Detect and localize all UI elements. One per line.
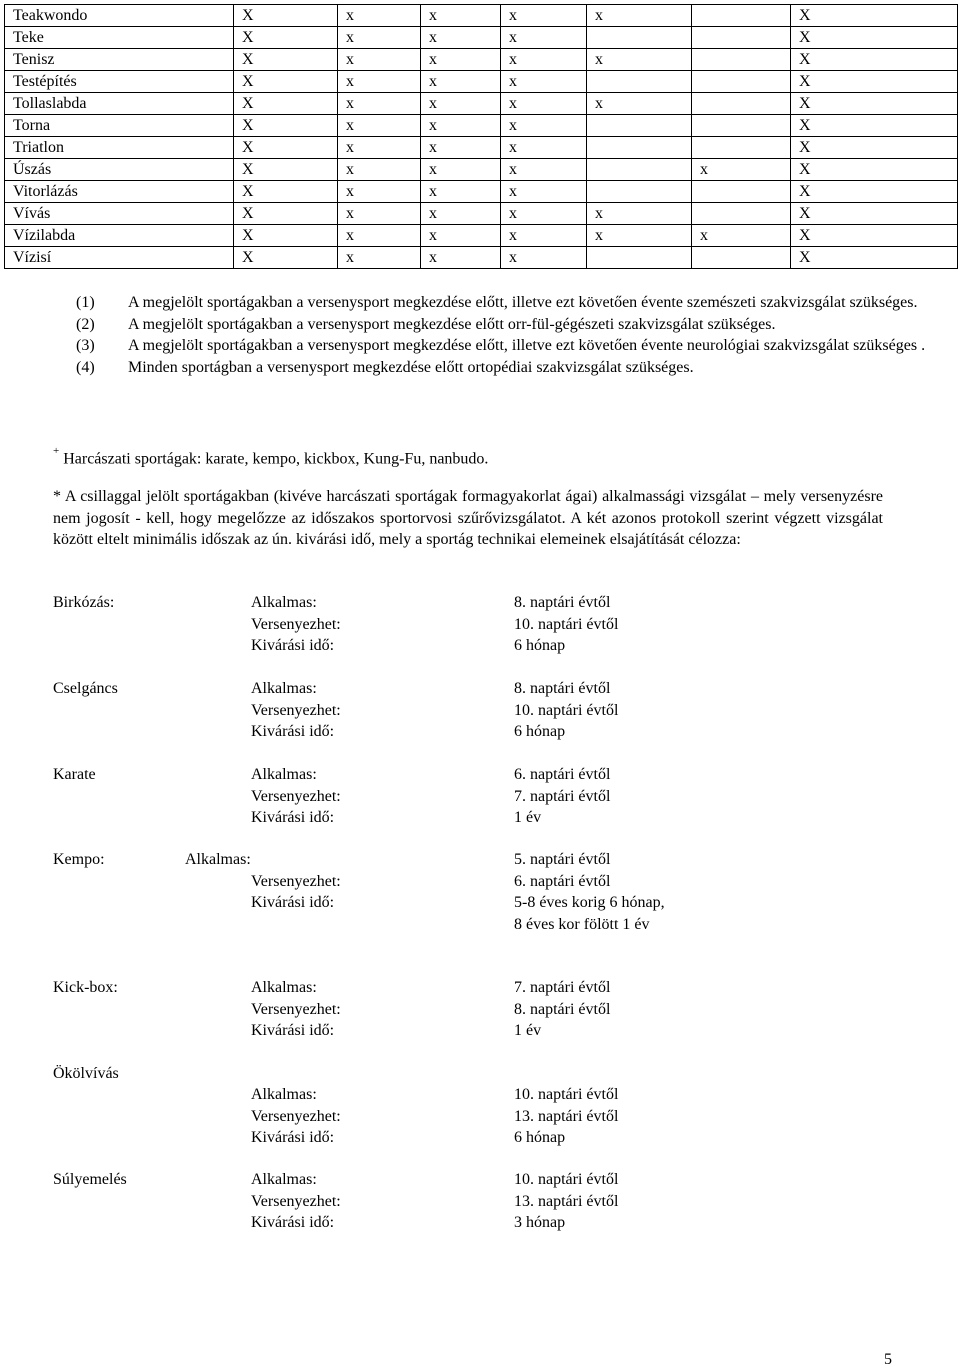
mark-cell xyxy=(587,27,692,49)
schedule-label: Versenyezhet: xyxy=(251,1000,341,1018)
table-row xyxy=(5,181,958,203)
mark-cell: X xyxy=(234,137,338,159)
mark-cell xyxy=(587,137,692,159)
schedule-label: Versenyezhet: xyxy=(251,872,341,890)
mark-cell: X xyxy=(234,71,338,93)
sport-name-cell: Vívás xyxy=(5,203,234,225)
mark-cell: x xyxy=(501,5,587,27)
schedule-sport-name: Kick-box: xyxy=(53,979,118,996)
schedule-value: 6 hónap xyxy=(514,1129,566,1146)
schedule-value: 5. naptári évtől xyxy=(514,851,611,868)
mark-cell: x xyxy=(692,159,791,181)
mark-cell: X xyxy=(791,225,958,247)
mark-cell: x xyxy=(501,225,587,247)
mark-cell: x xyxy=(501,71,587,93)
mark-cell xyxy=(692,93,791,115)
mark-cell: x xyxy=(587,5,692,27)
mark-cell xyxy=(692,181,791,203)
schedule-sport-name: Cselgáncs xyxy=(53,680,118,697)
sport-name-cell: Triatlon xyxy=(5,137,234,159)
mark-cell: x xyxy=(421,181,501,203)
schedule-label: Versenyezhet: xyxy=(251,615,341,633)
table-row xyxy=(5,93,958,115)
schedule-label: Versenyezhet: xyxy=(251,701,341,719)
schedule-label: Versenyezhet: xyxy=(251,787,341,805)
sports-requirements-table xyxy=(4,4,958,269)
martial-arts-text: Harcászati sportágak: karate, kempo, kickbox, Kung-Fu, nanbudo. xyxy=(63,450,489,468)
schedule-value: 6. naptári évtől xyxy=(514,872,611,890)
mark-cell xyxy=(692,5,791,27)
mark-cell: X xyxy=(234,159,338,181)
schedule-value: 7. naptári évtől xyxy=(514,979,611,996)
schedule-sport-name: Kempo: xyxy=(53,851,105,868)
mark-cell xyxy=(692,71,791,93)
footnote-number: (3) xyxy=(76,337,95,354)
mark-cell: X xyxy=(234,247,338,269)
mark-cell: x xyxy=(338,71,421,93)
schedule-label: Alkalmas: xyxy=(251,1171,317,1188)
footnote-text: Minden sportágban a versenysport megkezdése előtt ortopédiai szakvizsgálat szükséges. xyxy=(128,358,694,376)
mark-cell: x xyxy=(421,49,501,71)
mark-cell: x xyxy=(501,93,587,115)
schedule-value: 8 éves kor fölött 1 év xyxy=(514,915,650,933)
mark-cell: x xyxy=(338,137,421,159)
sport-name-cell: Testépítés xyxy=(5,71,234,93)
page-number: 5 xyxy=(884,1351,892,1368)
sport-name-cell: Tollaslabda xyxy=(5,93,234,115)
table-row xyxy=(5,247,958,269)
mark-cell: x xyxy=(338,247,421,269)
mark-cell: x xyxy=(421,159,501,181)
mark-cell: X xyxy=(234,5,338,27)
mark-cell xyxy=(587,247,692,269)
mark-cell: x xyxy=(587,203,692,225)
footnote-4 xyxy=(76,357,936,379)
table-row xyxy=(5,27,958,49)
schedule-label: Kivárási idő: xyxy=(251,1022,335,1039)
schedule-value: 13. naptári évtől xyxy=(514,1107,619,1125)
schedule-value: 7. naptári évtől xyxy=(514,787,611,805)
mark-cell: X xyxy=(791,93,958,115)
schedule-value: 1 év xyxy=(514,1022,542,1039)
mark-cell: x xyxy=(338,181,421,203)
table-row xyxy=(5,5,958,27)
mark-cell: x xyxy=(338,93,421,115)
mark-cell xyxy=(692,137,791,159)
mark-cell: X xyxy=(234,49,338,71)
mark-cell: X xyxy=(791,49,958,71)
mark-cell: x xyxy=(501,49,587,71)
sport-name-cell: Úszás xyxy=(5,159,234,181)
mark-cell: x xyxy=(501,247,587,269)
mark-cell: x xyxy=(338,225,421,247)
sport-name-cell: Vízisí xyxy=(5,247,234,269)
schedule-label: Alkalmas: xyxy=(251,766,317,783)
schedule-value: 10. naptári évtől xyxy=(514,701,619,719)
schedule-value: 8. naptári évtől xyxy=(514,1000,611,1018)
mark-cell xyxy=(692,115,791,137)
schedule-value: 6 hónap xyxy=(514,723,566,740)
footnote-2 xyxy=(76,314,936,336)
schedule-label: Kivárási idő: xyxy=(251,1129,335,1146)
mark-cell xyxy=(587,159,692,181)
sport-name-cell: Tenisz xyxy=(5,49,234,71)
schedule-value: 8. naptári évtől xyxy=(514,680,611,697)
table-row xyxy=(5,203,958,225)
mark-cell: X xyxy=(791,27,958,49)
footnote-1 xyxy=(76,292,936,314)
schedule-sport-name: Súlyemelés xyxy=(53,1171,127,1188)
footnote-number: (4) xyxy=(76,358,95,376)
sport-name-cell: Teakwondo xyxy=(5,5,234,27)
footnote-3 xyxy=(76,335,936,357)
table-row xyxy=(5,159,958,181)
schedule-value: 8. naptári évtől xyxy=(514,594,611,611)
mark-cell: x xyxy=(338,49,421,71)
schedule-label: Kivárási idő: xyxy=(251,894,335,911)
mark-cell: x xyxy=(421,247,501,269)
mark-cell: x xyxy=(501,159,587,181)
martial-arts-note xyxy=(53,443,488,470)
sport-name-cell: Torna xyxy=(5,115,234,137)
mark-cell: X xyxy=(234,93,338,115)
mark-cell: x xyxy=(421,71,501,93)
schedule-label: Kivárási idő: xyxy=(251,1214,335,1231)
schedule-label: Alkalmas: xyxy=(251,680,317,697)
schedule-sport-name: Karate xyxy=(53,766,96,783)
mark-cell: x xyxy=(338,115,421,137)
mark-cell: X xyxy=(234,27,338,49)
schedule-value: 10. naptári évtől xyxy=(514,615,619,633)
sport-name-cell: Teke xyxy=(5,27,234,49)
schedule-sport-name: Birkózás: xyxy=(53,594,115,611)
mark-cell: x xyxy=(338,159,421,181)
mark-cell: X xyxy=(791,115,958,137)
asterisk-note: * A csillaggal jelölt sportágakban (kivéve harcászati sportágak formagyakorlat ágai) alkalmassági vizsgálat – mely versenyzésre nem jogosít - kell, hogy megelőzze az időszakos sportorvosi szűrővizsgálatot. A két azonos protokoll szerint végzett vizsgálat között eltelt minimális időszak az ún. kivárási idő, mely a sportág technikai elemeinek elsajátítását célozza: xyxy=(53,488,883,548)
mark-cell: X xyxy=(234,225,338,247)
schedule-value: 10. naptári évtől xyxy=(514,1086,619,1103)
schedule-value: 5-8 éves korig 6 hónap, xyxy=(514,894,665,911)
schedule-value: 6 hónap xyxy=(514,637,566,654)
schedule-value: 3 hónap xyxy=(514,1214,566,1231)
footnote-text: A megjelölt sportágakban a versenysport megkezdése előtt, illetve ezt követően évente szemészeti szakvizsgálat szükséges. xyxy=(128,294,918,311)
mark-cell: X xyxy=(791,159,958,181)
mark-cell: x xyxy=(421,203,501,225)
schedule-label: Kivárási idő: xyxy=(251,809,335,826)
schedule-label: Alkalmas: xyxy=(251,594,317,611)
sport-name-cell: Vízilabda xyxy=(5,225,234,247)
mark-cell: x xyxy=(501,137,587,159)
mark-cell: x xyxy=(587,225,692,247)
mark-cell: x xyxy=(338,27,421,49)
footnotes xyxy=(76,292,936,378)
mark-cell: X xyxy=(791,5,958,27)
mark-cell: x xyxy=(501,115,587,137)
mark-cell: X xyxy=(791,71,958,93)
mark-cell: X xyxy=(791,181,958,203)
mark-cell xyxy=(692,49,791,71)
mark-cell xyxy=(692,203,791,225)
mark-cell: x xyxy=(421,225,501,247)
table-row xyxy=(5,115,958,137)
mark-cell: x xyxy=(501,203,587,225)
mark-cell: x xyxy=(421,27,501,49)
mark-cell: x xyxy=(338,5,421,27)
mark-cell: x xyxy=(421,115,501,137)
mark-cell: x xyxy=(501,181,587,203)
table-row xyxy=(5,137,958,159)
mark-cell: X xyxy=(791,247,958,269)
sports-table-body xyxy=(5,5,958,269)
schedule-label: Kivárási idő: xyxy=(251,723,335,740)
schedule-sport-name: Ökölvívás xyxy=(53,1065,119,1082)
mark-cell: x xyxy=(338,203,421,225)
schedule-label: Alkalmas: xyxy=(251,979,317,996)
mark-cell: x xyxy=(421,5,501,27)
footnote-number: (1) xyxy=(76,294,95,311)
table-row xyxy=(5,71,958,93)
schedule-label: Kivárási idő: xyxy=(251,637,335,654)
sport-name-cell: Vitorlázás xyxy=(5,181,234,203)
mark-cell: X xyxy=(234,181,338,203)
schedule-label: Versenyezhet: xyxy=(251,1192,341,1210)
mark-cell xyxy=(587,71,692,93)
mark-cell: x xyxy=(587,49,692,71)
schedule-value: 13. naptári évtől xyxy=(514,1192,619,1210)
schedule-value: 1 év xyxy=(514,809,542,826)
schedule-value: 10. naptári évtől xyxy=(514,1171,619,1188)
mark-cell: x xyxy=(421,137,501,159)
mark-cell: X xyxy=(791,203,958,225)
mark-cell xyxy=(587,181,692,203)
mark-cell: x xyxy=(421,93,501,115)
schedule-label: Versenyezhet: xyxy=(251,1107,341,1125)
footnote-number: (2) xyxy=(76,315,95,333)
schedule-value: 6. naptári évtől xyxy=(514,766,611,783)
mark-cell: X xyxy=(791,137,958,159)
mark-cell: x xyxy=(587,93,692,115)
schedule-label: Alkalmas: xyxy=(251,1086,317,1103)
mark-cell: X xyxy=(234,115,338,137)
schedule-label: Alkalmas: xyxy=(185,851,251,868)
table-row xyxy=(5,225,958,247)
footnote-text: A megjelölt sportágakban a versenysport megkezdése előtt, illetve ezt követően évente neurológiai szakvizsgálat szükséges . xyxy=(128,337,926,354)
mark-cell xyxy=(692,27,791,49)
mark-cell xyxy=(587,115,692,137)
mark-cell: x xyxy=(501,27,587,49)
footnote-text: A megjelölt sportágakban a versenysport megkezdése előtt orr-fül-gégészeti szakvizsgálat szükséges. xyxy=(128,315,776,333)
table-row xyxy=(5,49,958,71)
mark-cell: X xyxy=(234,203,338,225)
plus-mark: + xyxy=(53,445,60,457)
mark-cell xyxy=(692,247,791,269)
mark-cell: x xyxy=(692,225,791,247)
